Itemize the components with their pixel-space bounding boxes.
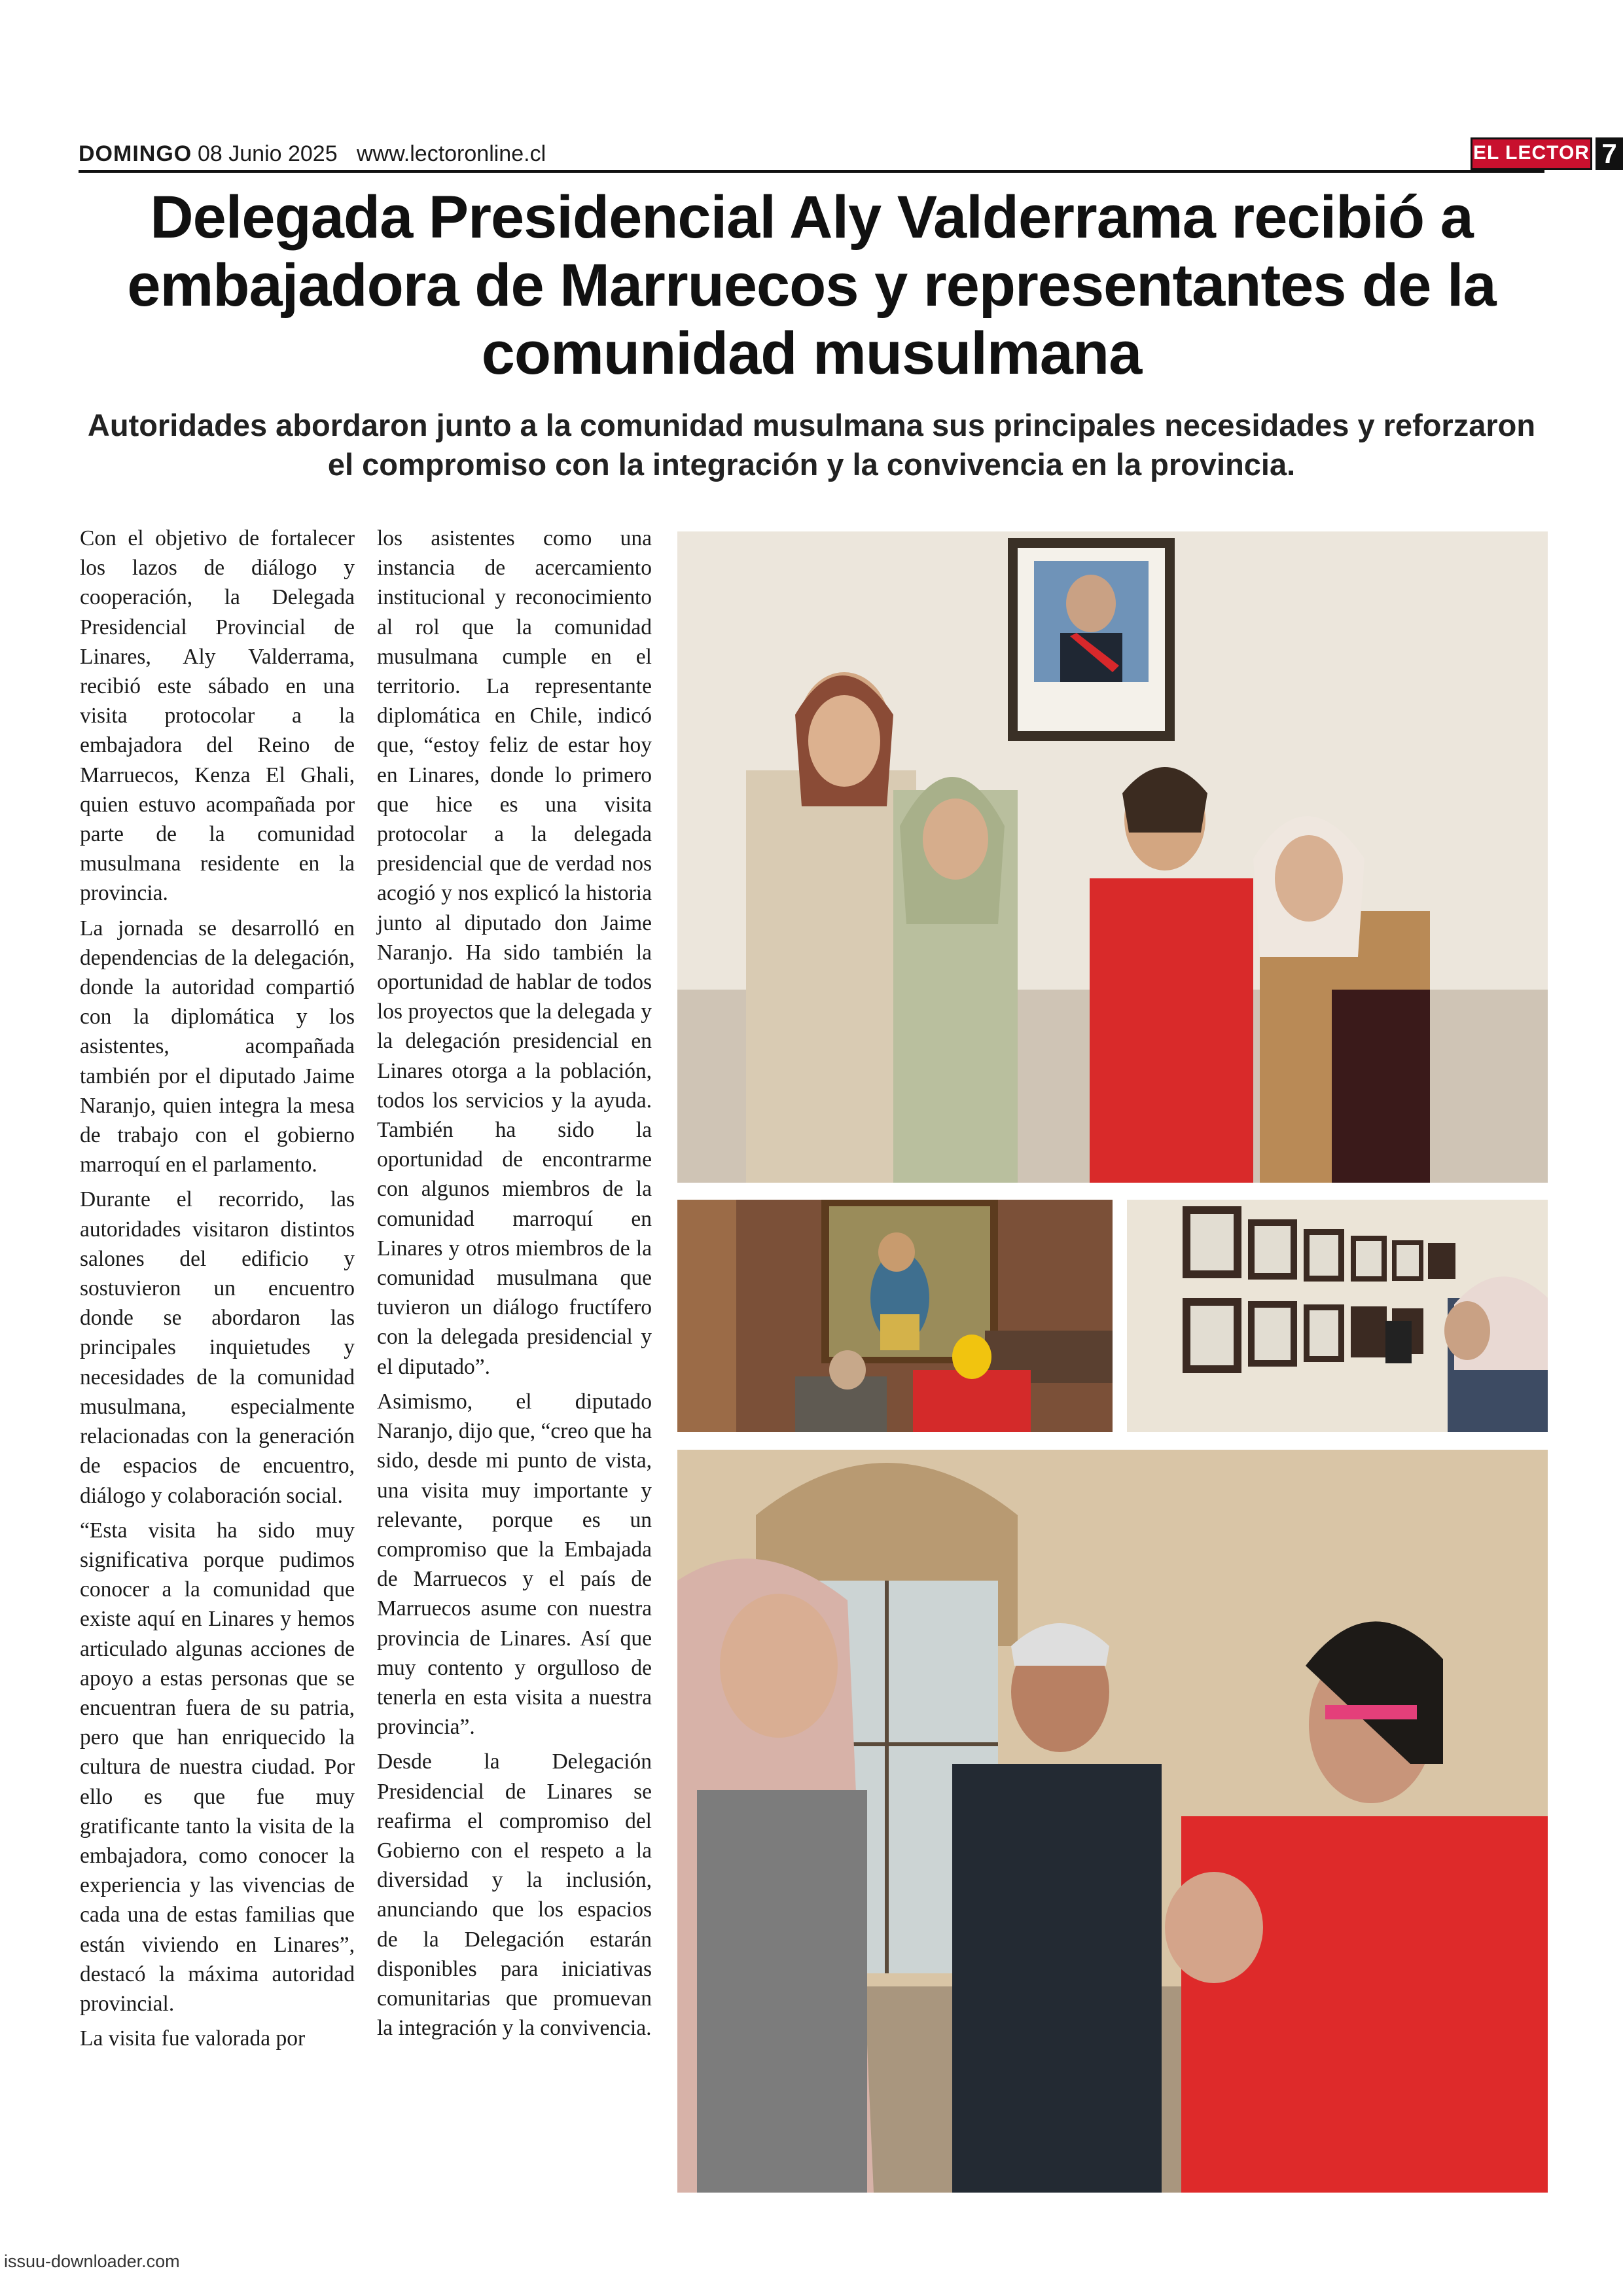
- photo-conversation: [677, 1450, 1548, 2193]
- brand-logo: [1471, 137, 1592, 170]
- header-date: 08 Junio 2025: [198, 141, 338, 166]
- header-day: DOMINGO: [79, 141, 192, 166]
- photo-portrait-gallery: [1127, 1200, 1548, 1432]
- paragraph: Asimismo, el diputado Naranjo, dijo que, “creo que ha sido, desde mi punto de vista, una visita muy importante y relevante, porque es un compromiso que la Embajada de Marruecos y el país de Marruecos asume con nuestra provincia de Linares. Así que muy contento y orgulloso de tenerla en esta visita a nuestra provincia”.: [377, 1389, 652, 1740]
- article-column-1: [80, 524, 355, 2058]
- article-column-2: [377, 524, 652, 2048]
- article-subhead: Autoridades abordaron junto a la comunidad musulmana sus principales necesidades y reforzaron el compromiso con la integración y la convivencia en la provincia.: [87, 408, 1536, 482]
- article-headline: Delegada Presidencial Aly Valderrama recibió a embajadora de Marruecos y representantes de la comunidad musulmana: [127, 184, 1496, 387]
- paragraph: “Esta visita ha sido muy significativa porque pudimos conocer a la comunidad que existe aquí en Linares y hemos articulado algunas acciones de apoyo a estas personas que se encuentran fuera de su patria, pero que han enriquecido la cultura de nuestra ciudad. Por ello es que fue muy gratificante tanto la visita de la embajadora, como conocer la experiencia y las vivencias de cada una de estas familias que están viviendo en Linares”, destacó la máxima autoridad provincial.: [80, 1518, 355, 2016]
- paragraph: Durante el recorrido, las autoridades visitaron distintos salones del edificio y sostuvieron un encuentro donde se abordaron las principales inquietudes y necesidades de la comunidad musulmana, especialmente relacionadas con la generación de espacios de encuentro, diálogo y colaboración social.: [80, 1187, 355, 1508]
- paragraph: La visita fue valorada por: [80, 2026, 306, 2051]
- page-header: [79, 137, 1617, 170]
- brand-logo-text: EL LECTOR: [1473, 142, 1590, 164]
- paragraph: Desde la Delegación Presidencial de Linares se reafirma el compromiso del Gobierno con el respeto a la diversidad y la inclusión, anunciando que los espacios de la Delegación estarán disponibles para iniciativas comunitarias que promuevan la integración y la convivencia.: [377, 1749, 652, 2041]
- paragraph: La jornada se desarrolló en dependencias de la delegación, donde la autoridad compartió con la diplomática y los asistentes, acompañada también por el diputado Jaime Naranjo, quien integra la mesa de trabajo con el gobierno marroquí en el parlamento.: [80, 916, 355, 1177]
- source-watermark: issuu-downloader.com: [4, 2251, 180, 2271]
- photo-group-portrait: [677, 531, 1548, 1183]
- page-number: 7: [1596, 137, 1623, 170]
- photo-painting-room: [677, 1200, 1113, 1432]
- header-rule: [79, 170, 1544, 173]
- header-website[interactable]: www.lectoronline.cl: [357, 141, 546, 166]
- paragraph: los asistentes como una instancia de acercamiento institucional y reconocimiento al rol que la comunidad musulmana cumple en el territorio. La representante diplomática en Chile, indicó que, “estoy feliz de estar hoy en Linares, donde lo primero que hice es una visita protocolar a la delegada presidencial que de verdad nos acogió y nos explicó la historia junto al diputado don Jaime Naranjo. Ha sido también la oportunidad de hablar de todos los proyectos que la delegada y la delegación presidencial en Linares otorga a la población, todos los servicios y la ayuda. También ha sido la oportunidad de encontrarme con algunos miembros de la comunidad marroquí en Linares y otros miembros de la comunidad musulmana que tuvieron un diálogo fructífero con la delegada presidencial y el diputado”.: [377, 526, 652, 1379]
- paragraph: Con el objetivo de fortalecer los lazos de diálogo y cooperación, la Delegada Presidencial Provincial de Linares, Aly Valderrama, recibió este sábado en una visita protocolar a la embajadora del Reino de Marruecos, Kenza El Ghali, quien estuvo acompañada por parte de la comunidad musulmana residente en la provincia.: [80, 526, 355, 906]
